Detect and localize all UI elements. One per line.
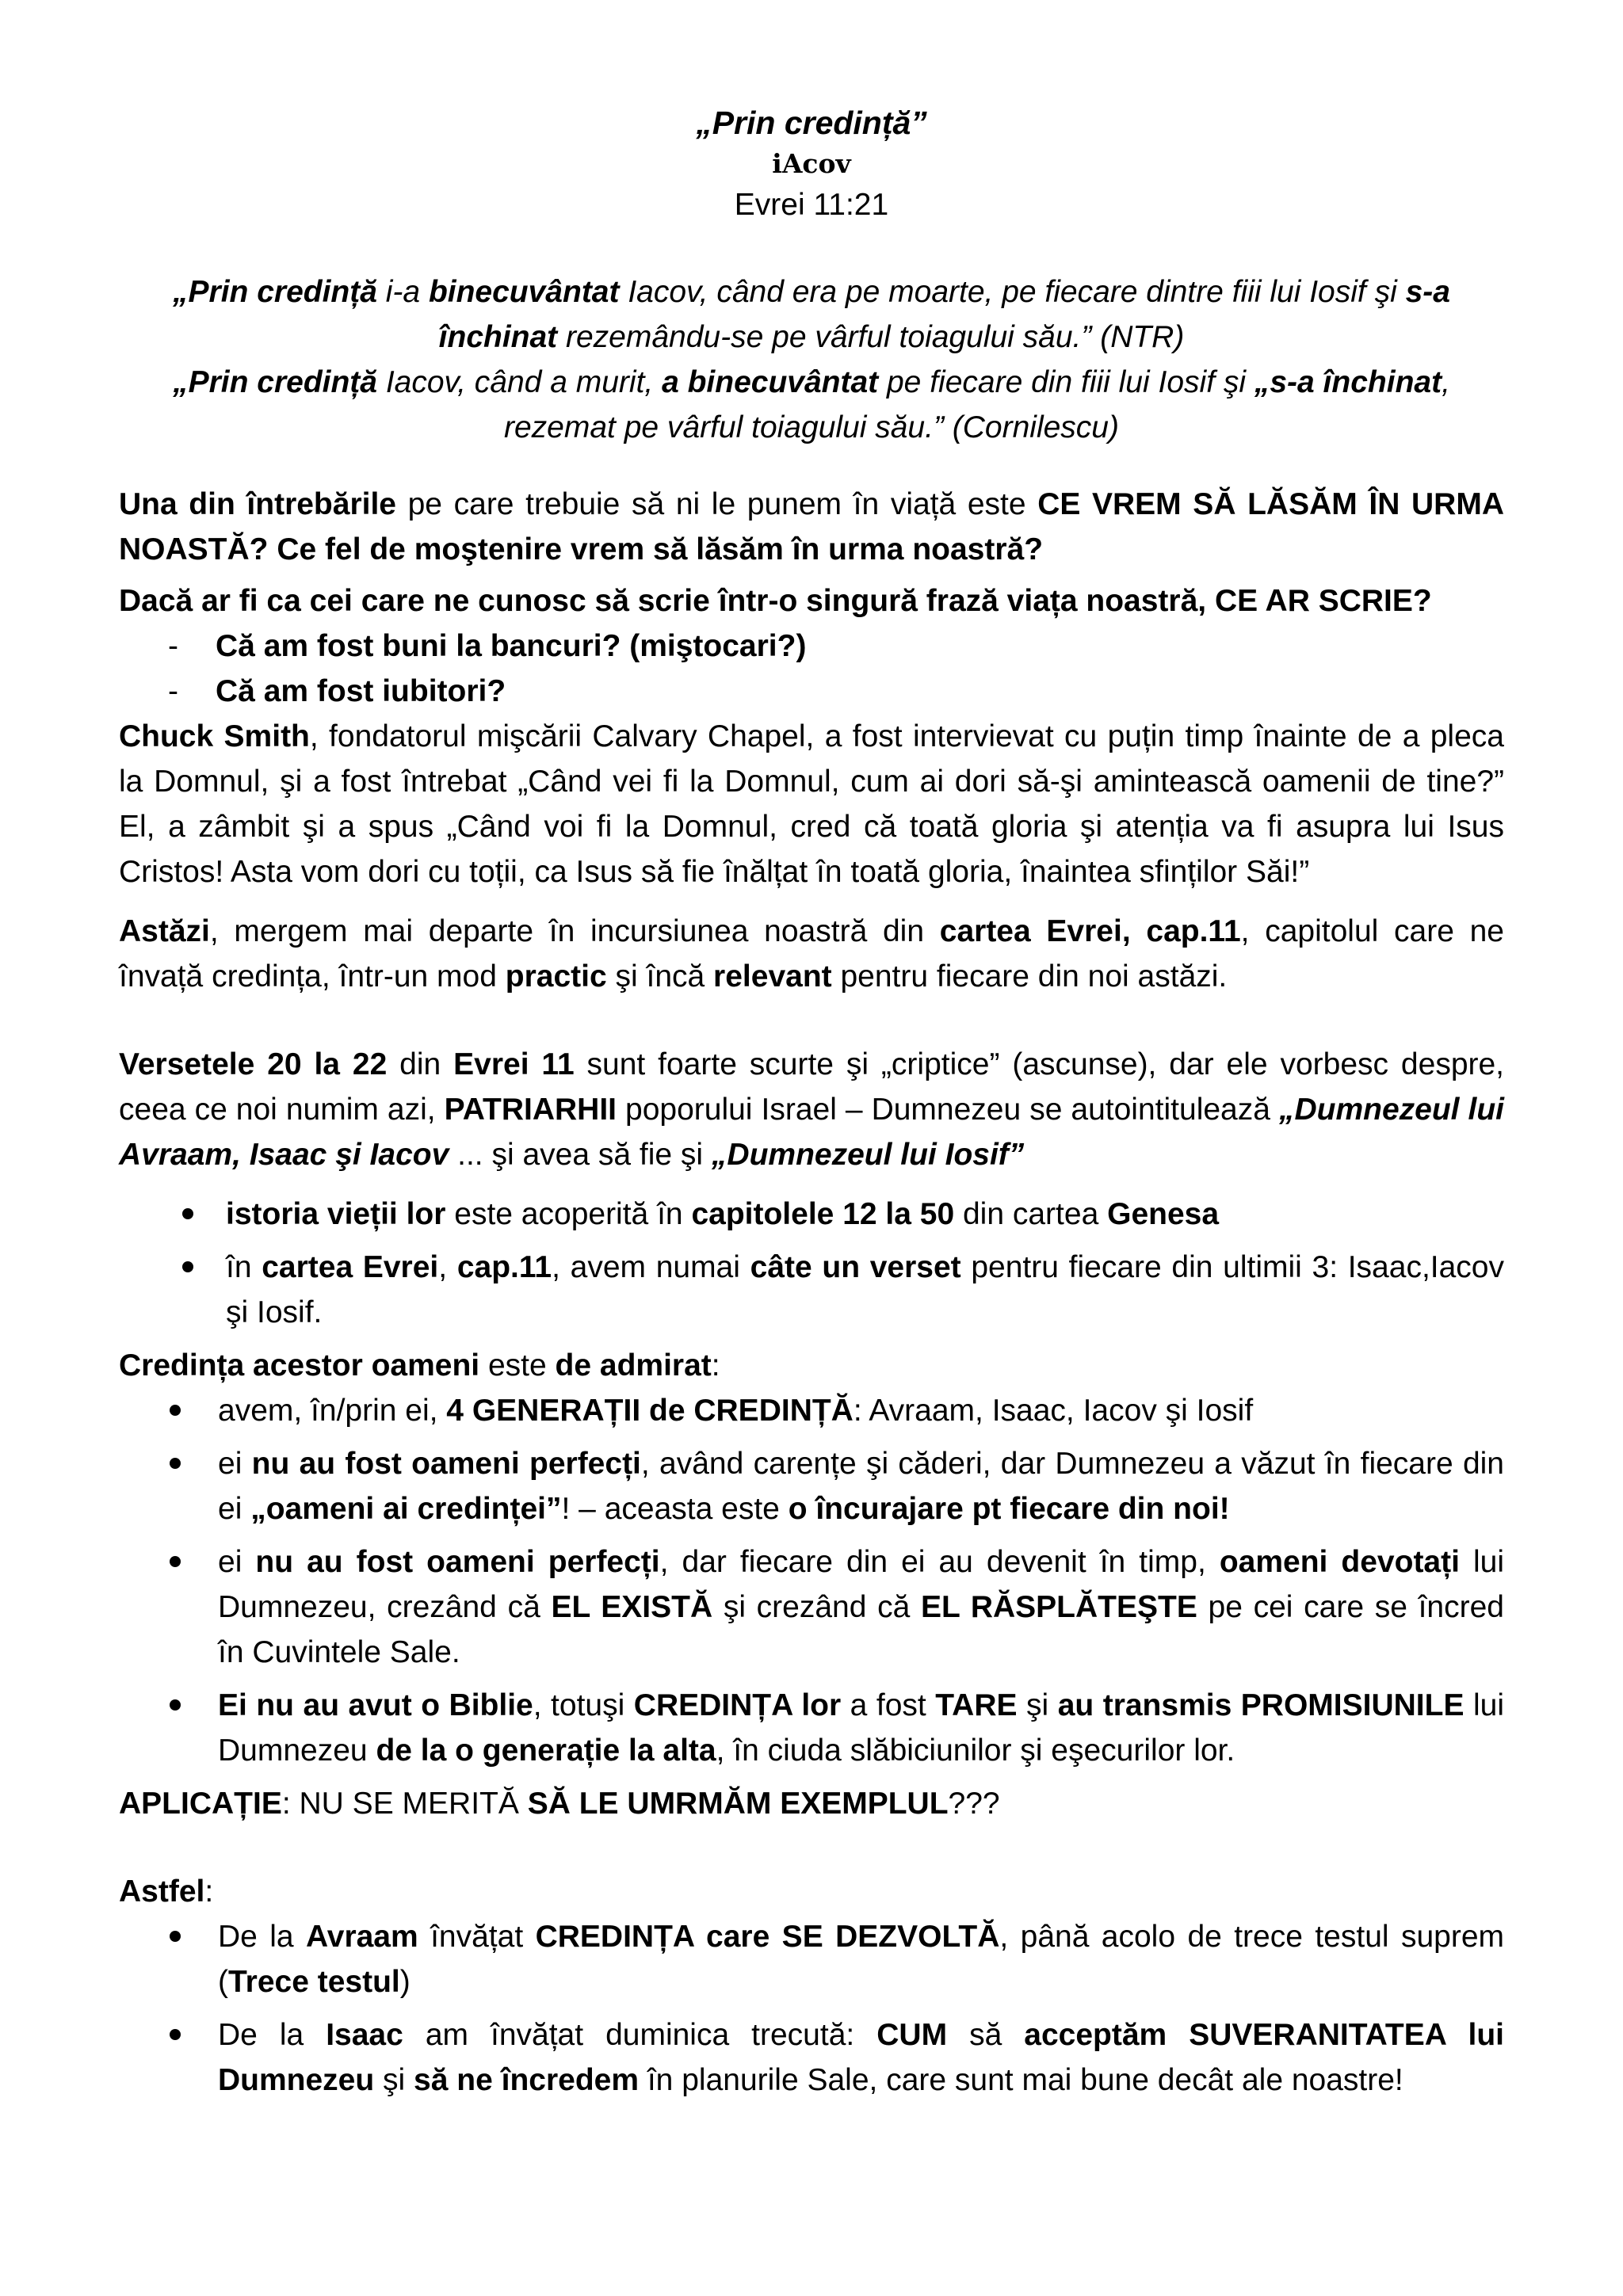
bullet-icon — [170, 1405, 181, 1416]
faith-heading: Credința acestor oameni este de admirat: — [119, 1348, 720, 1383]
list-item: avem, în/prin ei, 4 GENERAȚII de CREDINȚĂ: Avraam, Isaac, Iacov şi Iosif — [119, 1388, 1504, 1433]
verse-cornilescu: „Prin credință Iacov, când a murit, a binecuvântat pe fiecare din fiii lui Iosif şi „s-a închinat, rezemat pe vârful toiagului său.” (Cornilescu) — [173, 365, 1450, 444]
bullet-icon — [182, 1208, 193, 1219]
bullet-icon — [170, 1699, 181, 1711]
sermon-title: „Prin credință” — [696, 105, 927, 141]
application-line: APLICAȚIE: NU SE MERITĂ SĂ LE UMRMĂM EXEMPLUL??? — [119, 1787, 1000, 1821]
intro-legacy-question: Dacă ar fi ca cei care ne cunosc să scrie într-o singură frază viața noastră, CE AR SCRIE? — [119, 584, 1432, 618]
astfel-bullets — [119, 1914, 1504, 2103]
sermon-subtitle: iAcov — [772, 148, 851, 179]
legacy-answers-list — [119, 624, 1504, 714]
patriarchs-paragraph: Versetele 20 la 22 din Evrei 11 sunt foarte scurte şi „criptice” (ascunse), dar ele vorbesc despre, ceea ce noi numim azi, PATRIARHII poporului Israel – Dumnezeu se autointitulează „Dumnezeul lui Avraam, Isaac şi Iacov ... şi avea să fie şi „Dumnezeul lui Iosif” — [119, 1047, 1505, 1172]
list-item: istoria vieții lor este acoperită în capitolele 12 la 50 din cartea Genesa — [119, 1192, 1504, 1237]
chuck-smith-paragraph: Chuck Smith, fondatorul mişcării Calvary Chapel, a fost intervievat cu puțin timp înainte de a pleca la Domnul, şi a fost întrebat „Când vei fi la Domnul, cum ai dori să-şi amintească oamenii de tine?” El, a zâmbit şi a spus „Când voi fi la Domnul, cred că toată gloria şi atenția va fi asupra lui Isus Cristos! Asta vom dori cu toții, ca Isus să fie înălțat în toată gloria, înaintea sfinților Săi!” — [119, 719, 1504, 889]
verse-ntr: „Prin credință i-a binecuvântat Iacov, când era pe moarte, pe fiecare dintre fiii lui Iosif şi s-a închinat rezemându-se pe vârful toiagului său.” (NTR) — [173, 275, 1450, 354]
list-item: ei nu au fost oameni perfecți, având carențe şi căderi, dar Dumnezeu a văzut în fiecare din ei „oameni ai credinței”! – aceasta este o încurajare pt fiecare din noi! — [119, 1441, 1504, 1531]
patriarchs-bullets — [119, 1192, 1504, 1335]
bullet-icon — [182, 1261, 193, 1272]
intro-question: Una din întrebările pe care trebuie să ni le punem în viață este CE VREM SĂ LĂSĂM ÎN URMA NOASTĂ? Ce fel de moştenire vrem să lăsăm în urma noastră? — [119, 487, 1505, 566]
list-item: De la Avraam învățat CREDINȚA care SE DEZVOLTĂ, până acolo de trece testul suprem (Trece testul) — [119, 1914, 1504, 2004]
list-item: - Că am fost buni la bancuri? (miştocari?) — [119, 624, 1504, 669]
today-paragraph: Astăzi, mergem mai departe în incursiunea noastră din cartea Evrei, cap.11, capitolul care ne învață credința, într-un mod practic şi încă relevant pentru fiecare din noi astăzi. — [119, 914, 1504, 994]
bullet-icon — [170, 2029, 181, 2040]
scripture-reference: Evrei 11:21 — [734, 188, 889, 222]
bullet-icon — [170, 1556, 181, 1567]
list-item: în cartea Evrei, cap.11, avem numai câte un verset pentru fiecare din ultimii 3: Isaac,Iacov şi Iosif. — [119, 1245, 1504, 1335]
list-item: De la Isaac am învățat duminica trecută: CUM să acceptăm SUVERANITATEA lui Dumnezeu şi să ne încredem în planurile Sale, care sunt mai bune decât ale noastre! — [119, 2012, 1504, 2103]
bullet-icon — [170, 1931, 181, 1942]
astfel-heading: Astfel: — [119, 1875, 214, 1909]
list-item: Ei nu au avut o Biblie, totuşi CREDINȚA lor a fost TARE şi au transmis PROMISIUNILE lui Dumnezeu de la o generație la alta, în ciuda slăbiciunilor şi eşecurilor lor. — [119, 1683, 1504, 1773]
list-item: ei nu au fost oameni perfecți, dar fiecare din ei au devenit în timp, oameni devotați lui Dumnezeu, crezând că EL EXISTĂ şi crezând că EL RĂSPLĂTEŞTE pe cei care se încred în Cuvintele Sale. — [119, 1539, 1504, 1675]
bullet-icon — [170, 1458, 181, 1469]
list-item: - Că am fost iubitori? — [119, 669, 1504, 714]
faith-bullets — [119, 1388, 1504, 1773]
